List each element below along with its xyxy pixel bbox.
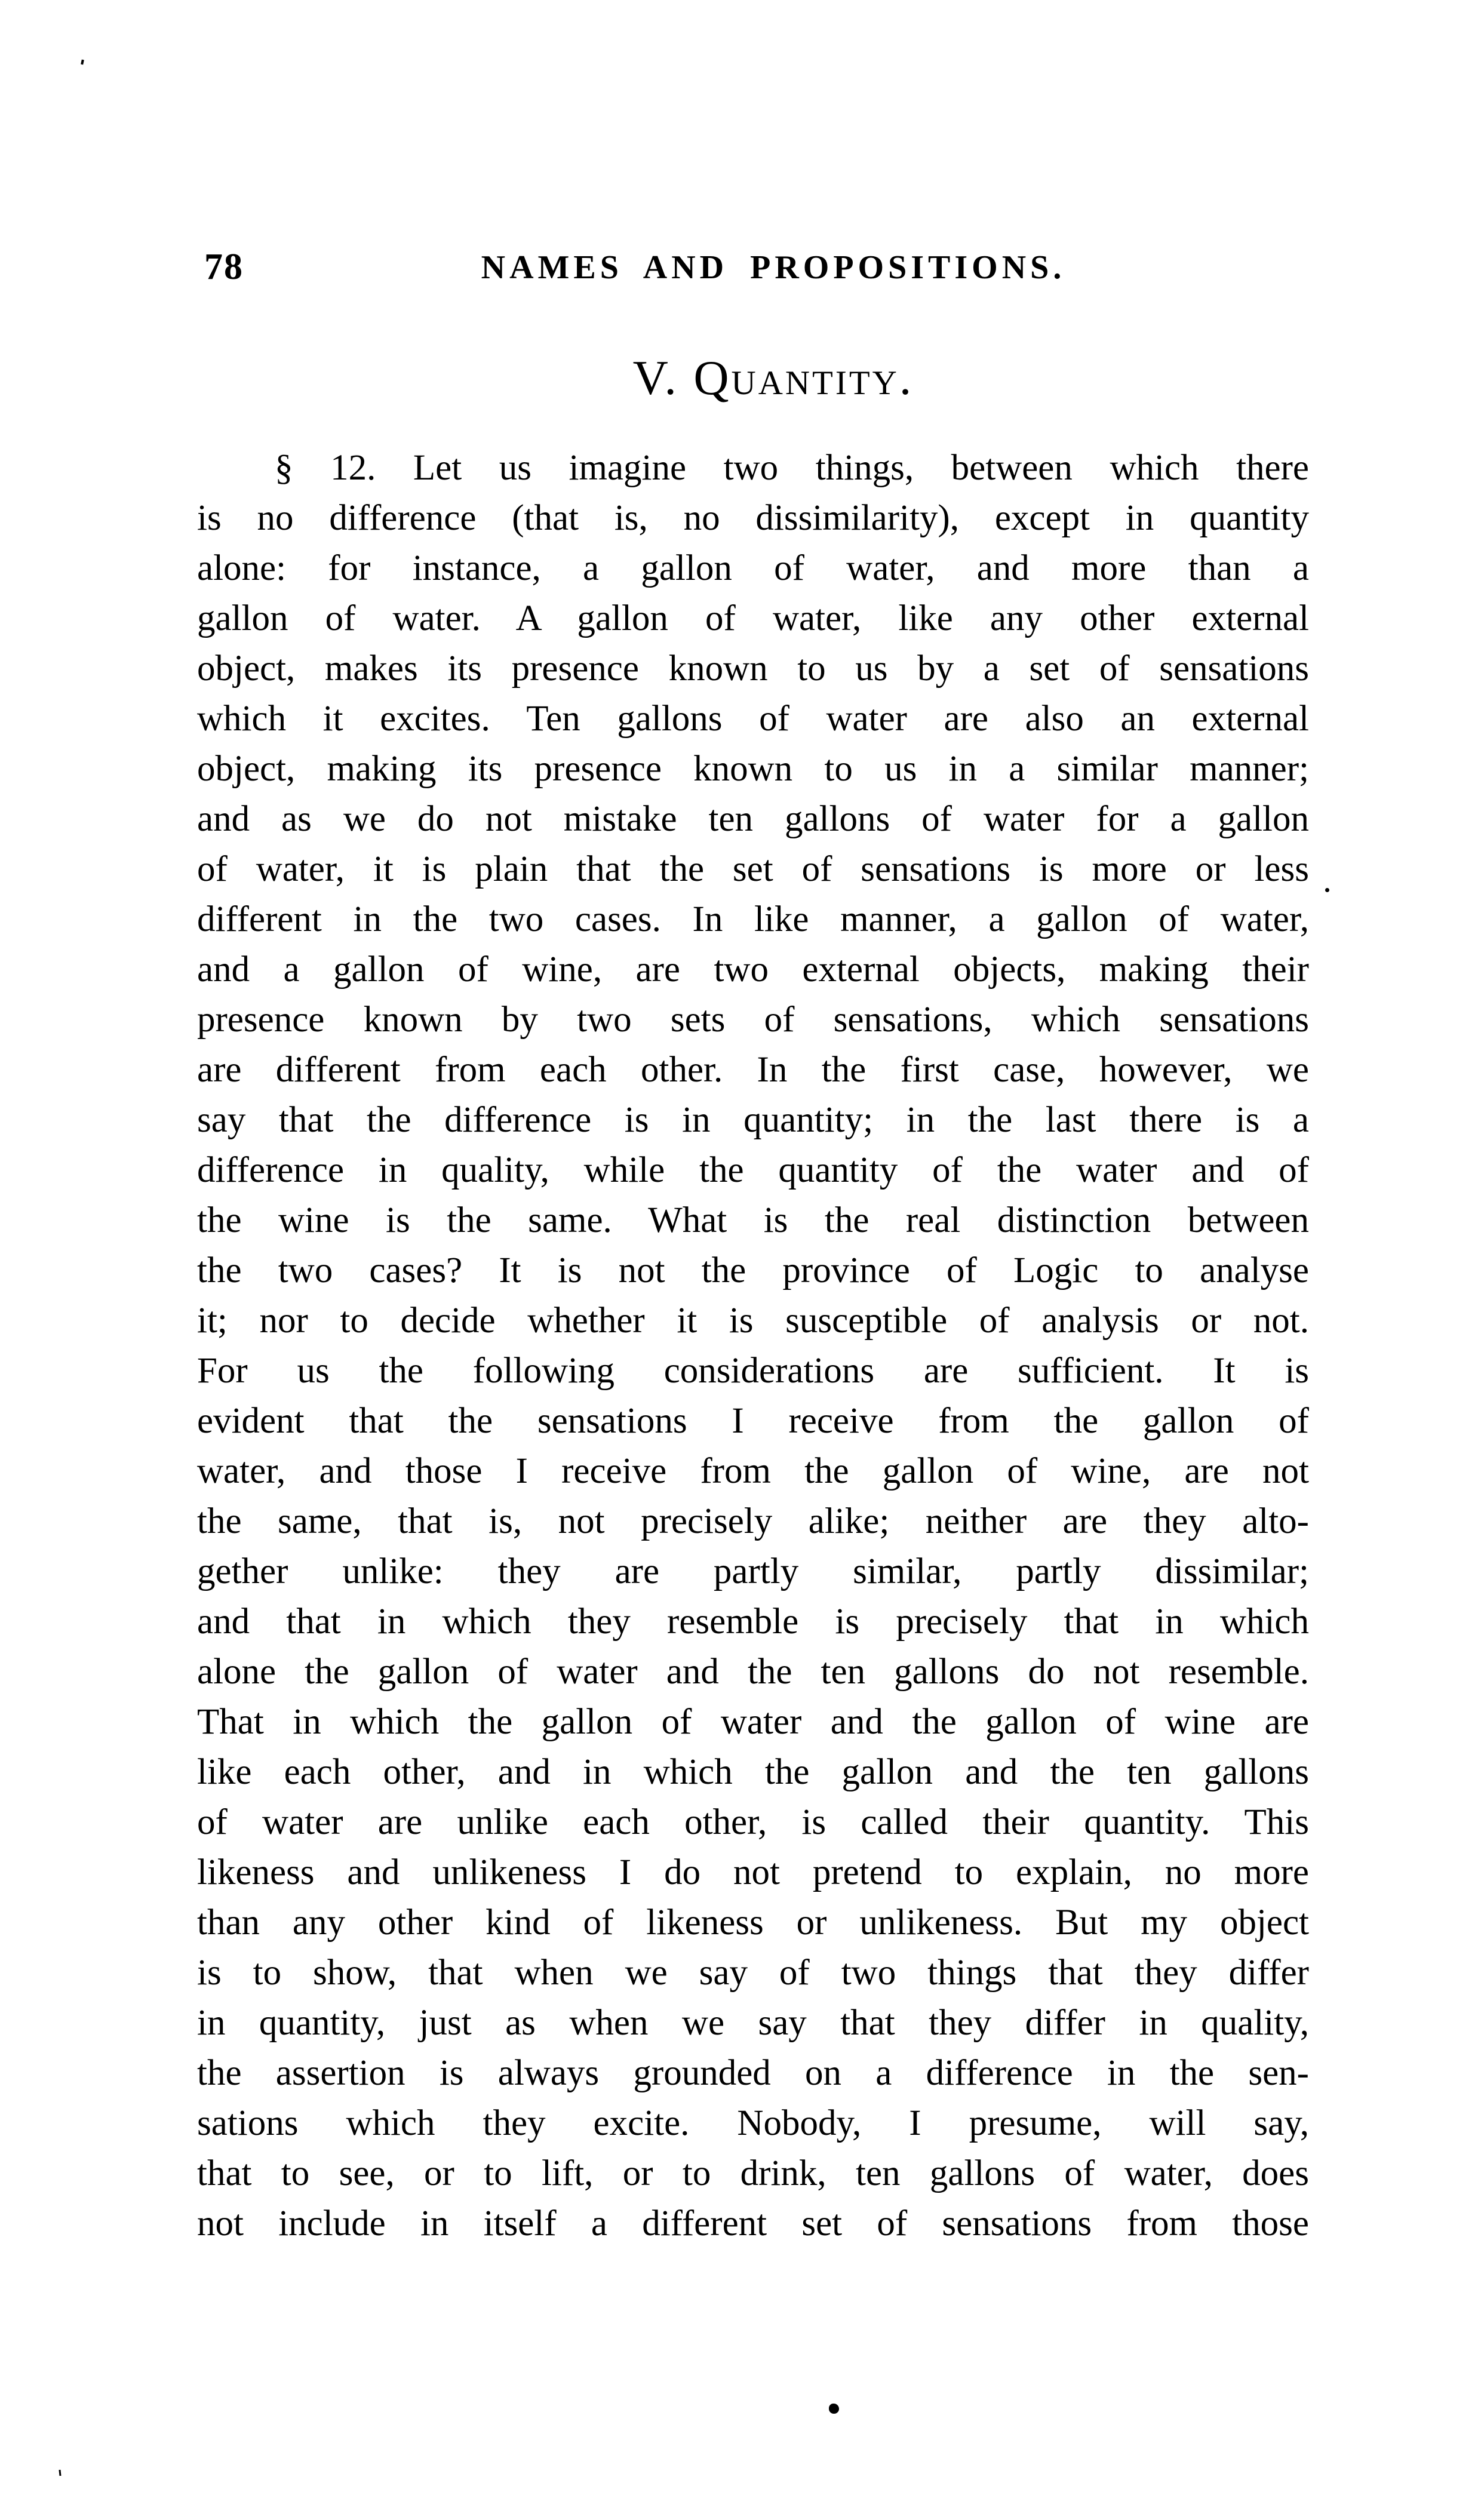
- text-line: which it excites. Ten gallons of water are also an external: [197, 699, 1309, 739]
- ink-blot: [829, 2404, 839, 2414]
- text-line: the wine is the same. What is the real distinction between: [197, 1200, 1309, 1240]
- text-line: is to show, that when we say of two things that they differ: [197, 1953, 1309, 1993]
- text-line: say that the difference is in quantity; in the last there is a: [197, 1100, 1309, 1140]
- text-line: water, and those I receive from the gallon of wine, are not: [197, 1451, 1309, 1491]
- text-line: difference in quality, while the quantity of the water and of: [197, 1150, 1309, 1190]
- text-line: different in the two cases. In like manner, a gallon of water,: [197, 899, 1309, 939]
- text-line: than any other kind of likeness or unlikeness. But my object: [197, 1903, 1309, 1943]
- text-line: it; nor to decide whether it is susceptible of analysis or not.: [197, 1301, 1309, 1341]
- text-line: gallon of water. A gallon of water, like any other external: [197, 598, 1309, 638]
- ink-speck-right-margin: [1325, 888, 1329, 892]
- text-line: sations which they excite. Nobody, I presume, will say,: [197, 2103, 1309, 2143]
- text-line: are different from each other. In the first case, however, we: [197, 1050, 1309, 1090]
- text-line: and as we do not mistake ten gallons of water for a gallon: [197, 799, 1309, 839]
- text-line: of water are unlike each other, is called their quantity. This: [197, 1802, 1309, 1842]
- text-line: in quantity, just as when we say that they differ in quality,: [197, 2003, 1309, 2043]
- text-line: gether unlike: they are partly similar, partly dissimilar;: [197, 1551, 1309, 1591]
- text-line: the two cases? It is not the province of Logic to analyse: [197, 1250, 1309, 1290]
- text-line: and that in which they resemble is precisely that in which: [197, 1602, 1309, 1642]
- text-line: That in which the gallon of water and the gallon of wine are: [197, 1702, 1309, 1742]
- text-line: alone: for instance, a gallon of water, and more than a: [197, 548, 1309, 588]
- text-line: that to see, or to lift, or to drink, ten gallons of water, does: [197, 2153, 1309, 2193]
- running-head: NAMES AND PROPOSITIONS.: [481, 249, 1066, 286]
- text-line: likeness and unlikeness I do not pretend to explain, no more: [197, 1852, 1309, 1892]
- text-line: object, makes its presence known to us by a set of sensations: [197, 649, 1309, 689]
- text-line: like each other, and in which the gallon and the ten gallons: [197, 1752, 1309, 1792]
- text-line: § 12. Let us imagine two things, between which there: [275, 448, 1309, 488]
- page-number: 78: [204, 247, 244, 287]
- text-line: presence known by two sets of sensations, which sensations: [197, 1000, 1309, 1040]
- text-line: the same, that is, not precisely alike; neither are they alto-: [197, 1501, 1309, 1541]
- text-line: is no difference (that is, no dissimilarity), except in quantity: [197, 498, 1309, 538]
- text-line: alone the gallon of water and the ten gallons do not resemble.: [197, 1652, 1309, 1692]
- ink-speck-top-left: [81, 60, 84, 65]
- text-line: For us the following considerations are sufficient. It is: [197, 1351, 1309, 1391]
- paragraph-text: [197, 443, 1309, 2249]
- text-line: evident that the sensations I receive from the gallon of: [197, 1401, 1309, 1441]
- text-line: not include in itself a different set of sensations from those: [197, 2204, 1309, 2244]
- section-heading: V. Quantity.: [632, 351, 914, 405]
- text-line: the assertion is always grounded on a difference in the sen-: [197, 2053, 1309, 2093]
- text-line: object, making its presence known to us in a similar manner;: [197, 749, 1309, 789]
- text-line: and a gallon of wine, are two external objects, making their: [197, 949, 1309, 989]
- ink-speck-bottom-left: [59, 2470, 61, 2476]
- text-line: of water, it is plain that the set of sensations is more or less: [197, 849, 1309, 889]
